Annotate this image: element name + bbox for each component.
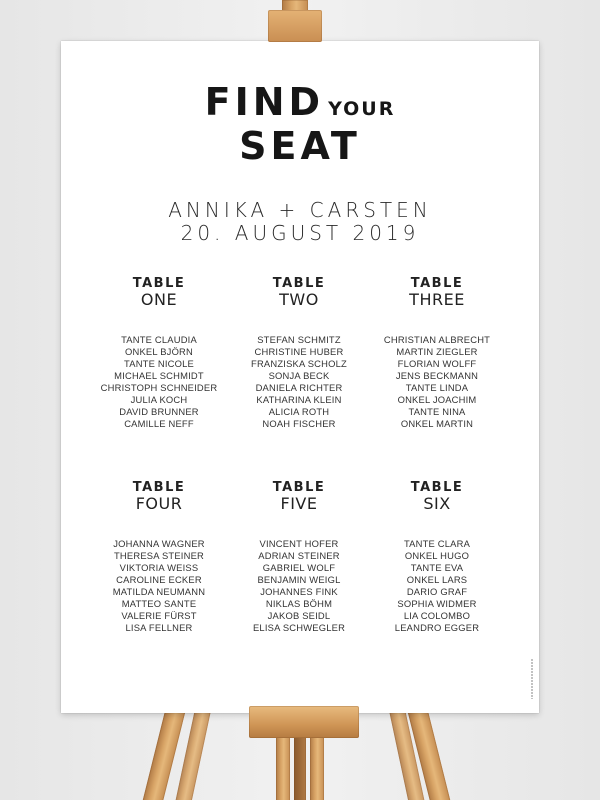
guest-name: NOAH FISCHER <box>262 418 336 429</box>
guest-name: TANTE CLAUDIA <box>121 334 197 345</box>
guest-name: MARTIN ZIEGLER <box>396 346 478 357</box>
table-label: TABLE <box>272 480 326 495</box>
couple-names: ANNIKA + CARSTEN <box>168 198 432 222</box>
table-number: ONE <box>140 290 178 309</box>
guest-name: ONKEL BJÖRN <box>124 346 193 357</box>
seating-chart-poster <box>61 41 539 713</box>
guest-name: STEFAN SCHMITZ <box>257 334 341 345</box>
guest-name: DAVID BRUNNER <box>119 406 199 417</box>
title-seat: SEAT <box>239 124 361 168</box>
guest-name: SOPHIA WIDMER <box>397 598 477 609</box>
guest-list <box>362 538 512 634</box>
guest-name: FRANZISKA SCHOLZ <box>251 358 347 369</box>
guest-name: ONKEL MARTIN <box>400 418 474 429</box>
table-four <box>84 481 234 634</box>
guest-name: CAMILLE NEFF <box>124 418 194 429</box>
guest-name: JOHANNA WAGNER <box>113 538 205 549</box>
easel-center-post <box>276 735 290 800</box>
guest-name: FLORIAN WOLFF <box>397 358 477 369</box>
title-your: YOUR <box>328 98 396 120</box>
easel-ledge <box>249 706 359 738</box>
guest-list <box>224 538 374 634</box>
guest-name: ALICIA ROTH <box>268 406 330 417</box>
table-label: TABLE <box>410 276 464 291</box>
table-six <box>362 481 512 634</box>
guest-name: ONKEL JOACHIM <box>397 394 477 405</box>
guest-name: ONKEL LARS <box>406 574 468 585</box>
guest-name: CHRISTINE HUBER <box>254 346 344 357</box>
table-label: TABLE <box>272 276 326 291</box>
guest-name: SONJA BECK <box>268 370 330 381</box>
guest-name: THERESA STEINER <box>114 550 204 561</box>
guest-name: VINCENT HOFER <box>259 538 339 549</box>
table-number: FOUR <box>135 494 183 513</box>
guest-name: LISA FELLNER <box>125 622 193 633</box>
guest-name: VALERIE FÜRST <box>121 610 197 621</box>
guest-name: JOHANNES FINK <box>260 586 338 597</box>
guest-name: TANTE NICOLE <box>124 358 194 369</box>
table-two <box>224 277 374 430</box>
guest-name: DANIELA RICHTER <box>255 382 343 393</box>
table-five <box>224 481 374 634</box>
guest-name: BENJAMIN WEIGL <box>257 574 341 585</box>
guest-name: NIKLAS BÖHM <box>265 598 333 609</box>
table-three <box>362 277 512 430</box>
guest-name: ONKEL HUGO <box>404 550 470 561</box>
guest-name: CAROLINE ECKER <box>116 574 202 585</box>
guest-name: MICHAEL SCHMIDT <box>114 370 204 381</box>
title-find: FIND <box>204 80 325 124</box>
guest-name: MATILDA NEUMANN <box>112 586 206 597</box>
printer-mark <box>531 659 533 699</box>
guest-list <box>362 334 512 430</box>
guest-name: JENS BECKMANN <box>395 370 479 381</box>
poster-title <box>61 80 539 168</box>
guest-name: TANTE CLARA <box>403 538 471 549</box>
wedding-date: 20. AUGUST 2019 <box>180 221 420 245</box>
table-number: FIVE <box>280 494 318 513</box>
table-label: TABLE <box>132 276 186 291</box>
guest-list <box>224 334 374 430</box>
couple-info <box>61 199 539 245</box>
guest-name: LIA COLOMBO <box>403 610 471 621</box>
guest-name: TANTE EVA <box>410 562 464 573</box>
guest-name: ELISA SCHWEGLER <box>252 622 346 633</box>
table-number: SIX <box>423 494 451 513</box>
guest-list <box>84 538 234 634</box>
easel-center-post <box>294 735 306 800</box>
guest-name: KATHARINA KLEIN <box>256 394 342 405</box>
guest-name: JAKOB SEIDL <box>267 610 331 621</box>
easel-top-clamp <box>268 10 322 42</box>
easel-center-post <box>310 735 324 800</box>
guest-name: DARIO GRAF <box>406 586 468 597</box>
guest-name: CHRISTIAN ALBRECHT <box>383 334 491 345</box>
guest-name: ADRIAN STEINER <box>258 550 340 561</box>
table-label: TABLE <box>410 480 464 495</box>
guest-name: GABRIEL WOLF <box>262 562 336 573</box>
guest-name: JULIA KOCH <box>130 394 188 405</box>
table-one <box>84 277 234 430</box>
guest-name: TANTE NINA <box>408 406 466 417</box>
table-label: TABLE <box>132 480 186 495</box>
guest-list <box>84 334 234 430</box>
guest-name: TANTE LINDA <box>405 382 469 393</box>
guest-name: VIKTORIA WEISS <box>119 562 199 573</box>
guest-name: LEANDRO EGGER <box>394 622 480 633</box>
table-number: THREE <box>409 290 465 309</box>
guest-name: CHRISTOPH SCHNEIDER <box>100 382 218 393</box>
guest-name: MATTEO SANTE <box>121 598 197 609</box>
table-number: TWO <box>279 290 319 309</box>
